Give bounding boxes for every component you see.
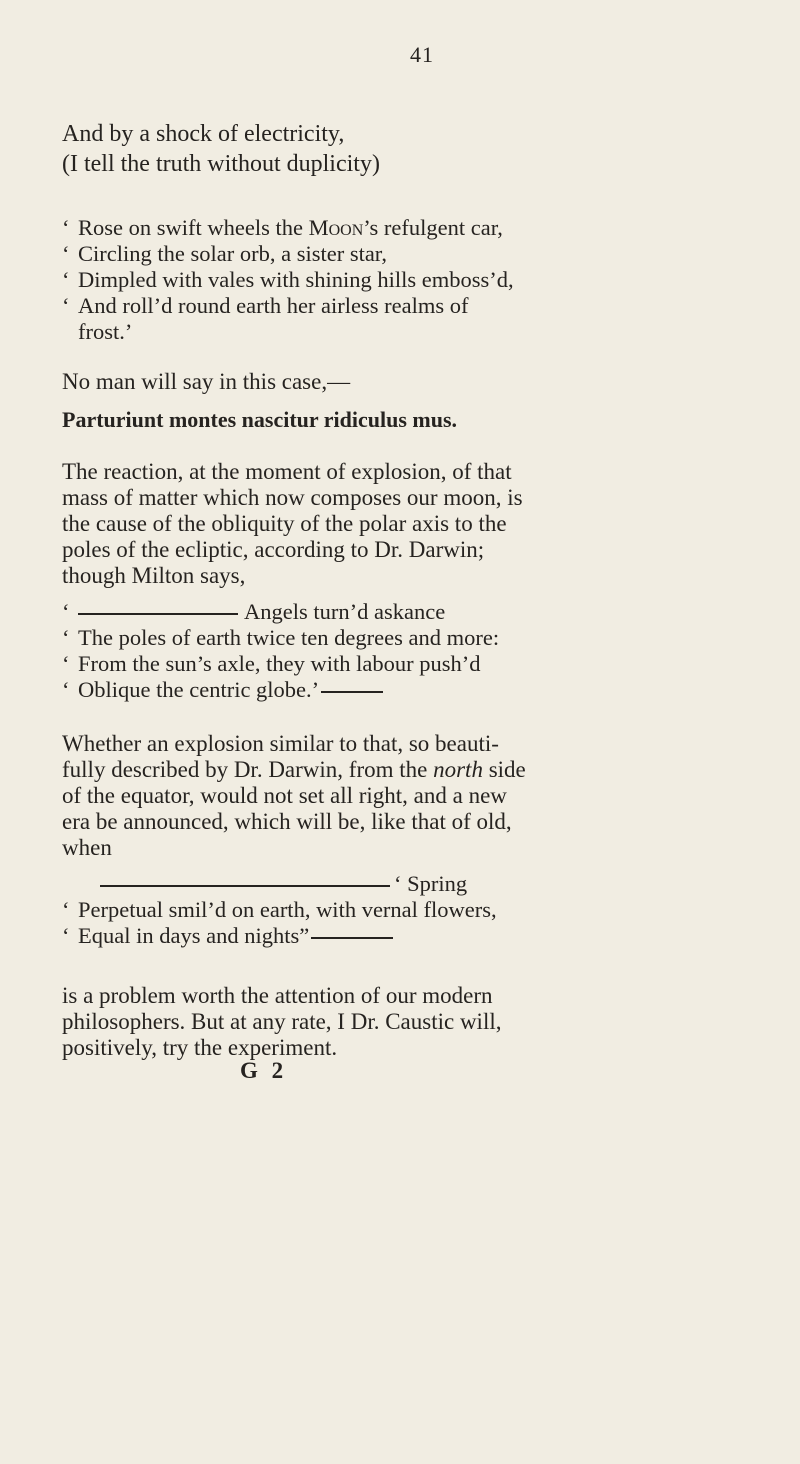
para2-italic-north: north: [433, 757, 483, 782]
quote-mark: ‘: [62, 599, 70, 624]
quote-mark: ‘: [62, 293, 70, 318]
quote2-line-1-text: Angels turn’d askance: [244, 599, 446, 624]
para2-line-2-a: fully described by Dr. Darwin, from the: [62, 757, 434, 782]
quote1-line-3: [62, 266, 514, 294]
quote3-line-1: [100, 870, 467, 898]
para3-line-1: is a problem worth the attention of our modern: [62, 983, 493, 1008]
para1-line-4: poles of the ecliptic, according to Dr. Darwin;: [62, 537, 485, 562]
para2-line-5: when: [62, 835, 112, 860]
quote-mark: ‘: [62, 215, 70, 240]
quote3-line-3: [62, 922, 393, 950]
quote2-line-2-text: The poles of earth twice ten degrees and more:: [78, 625, 500, 650]
para2-line-4: era be announced, which will be, like that of old,: [62, 809, 512, 834]
quote3-line-2-text: Perpetual smil’d on earth, with vernal flowers,: [78, 897, 497, 922]
quote1-line-2: [62, 240, 387, 268]
quote-mark: ‘: [62, 651, 70, 676]
quote3-line-1-text: ‘ Spring: [394, 871, 468, 896]
para1-line-5: though Milton says,: [62, 563, 246, 588]
quote3-line-3-text: Equal in days and nights”: [78, 923, 310, 948]
para1-line-1: The reaction, at the moment of explosion, of that: [62, 459, 512, 484]
quote2-line-2: [62, 624, 499, 652]
quote-mark: ‘: [62, 241, 70, 266]
quote1-line-2-text: Circling the solar orb, a sister star,: [78, 241, 388, 266]
quote1-line-5: frost.’: [78, 319, 133, 344]
page-number: 41: [410, 42, 434, 67]
para2-line-3: of the equator, would not set all right, and a new: [62, 783, 507, 808]
quote2-line-4-text: Oblique the centric globe.’: [78, 677, 320, 702]
em-rule: [321, 691, 383, 693]
quote-mark: ‘: [62, 677, 70, 702]
para2-line-2-b: side: [482, 757, 526, 782]
para1-line-2: mass of matter which now composes our moon, is: [62, 485, 523, 510]
quote1-line-4-text: And roll’d round earth her airless realms of: [78, 293, 469, 318]
em-rule: [100, 885, 390, 887]
em-rule: [78, 613, 238, 615]
signature-mark: G 2: [240, 1058, 288, 1083]
middle-line: No man will say in this case,—: [62, 369, 351, 394]
quote-mark: ‘: [62, 923, 70, 948]
quote2-line-4: [62, 676, 383, 704]
quote-mark: ‘: [62, 267, 70, 292]
quote-mark: ‘: [62, 897, 70, 922]
para2-line-2: [62, 756, 526, 784]
quote1-line-3-text: Dimpled with vales with shining hills emboss’d,: [78, 267, 514, 292]
latin-proverb: Parturiunt montes nascitur ridiculus mus.: [62, 407, 458, 432]
quote1-line-1-moon: Moon: [308, 215, 364, 240]
quote1-line-1-c: ’s refulgent car,: [363, 215, 503, 240]
quote2-line-3-text: From the sun’s axle, they with labour push’d: [78, 651, 481, 676]
quote3-line-2: [62, 896, 497, 924]
couplet-line-1: And by a shock of electricity,: [62, 121, 345, 147]
quote2-line-1: [62, 598, 445, 626]
quote2-line-3: [62, 650, 480, 678]
para2-line-1: Whether an explosion similar to that, so beauti-: [62, 731, 499, 756]
em-rule: [311, 937, 393, 939]
para1-line-3: the cause of the obliquity of the polar axis to the: [62, 511, 507, 536]
quote1-line-1: [62, 214, 503, 242]
quote1-line-1-a: Rose on swift wheels the: [78, 215, 309, 240]
para3-line-3: positively, try the experiment.: [62, 1035, 338, 1060]
para3-line-2: philosophers. But at any rate, I Dr. Caustic will,: [62, 1009, 502, 1034]
quote-mark: ‘: [62, 625, 70, 650]
quote1-line-4: [62, 292, 469, 320]
couplet-line-2: (I tell the truth without duplicity): [62, 151, 380, 177]
